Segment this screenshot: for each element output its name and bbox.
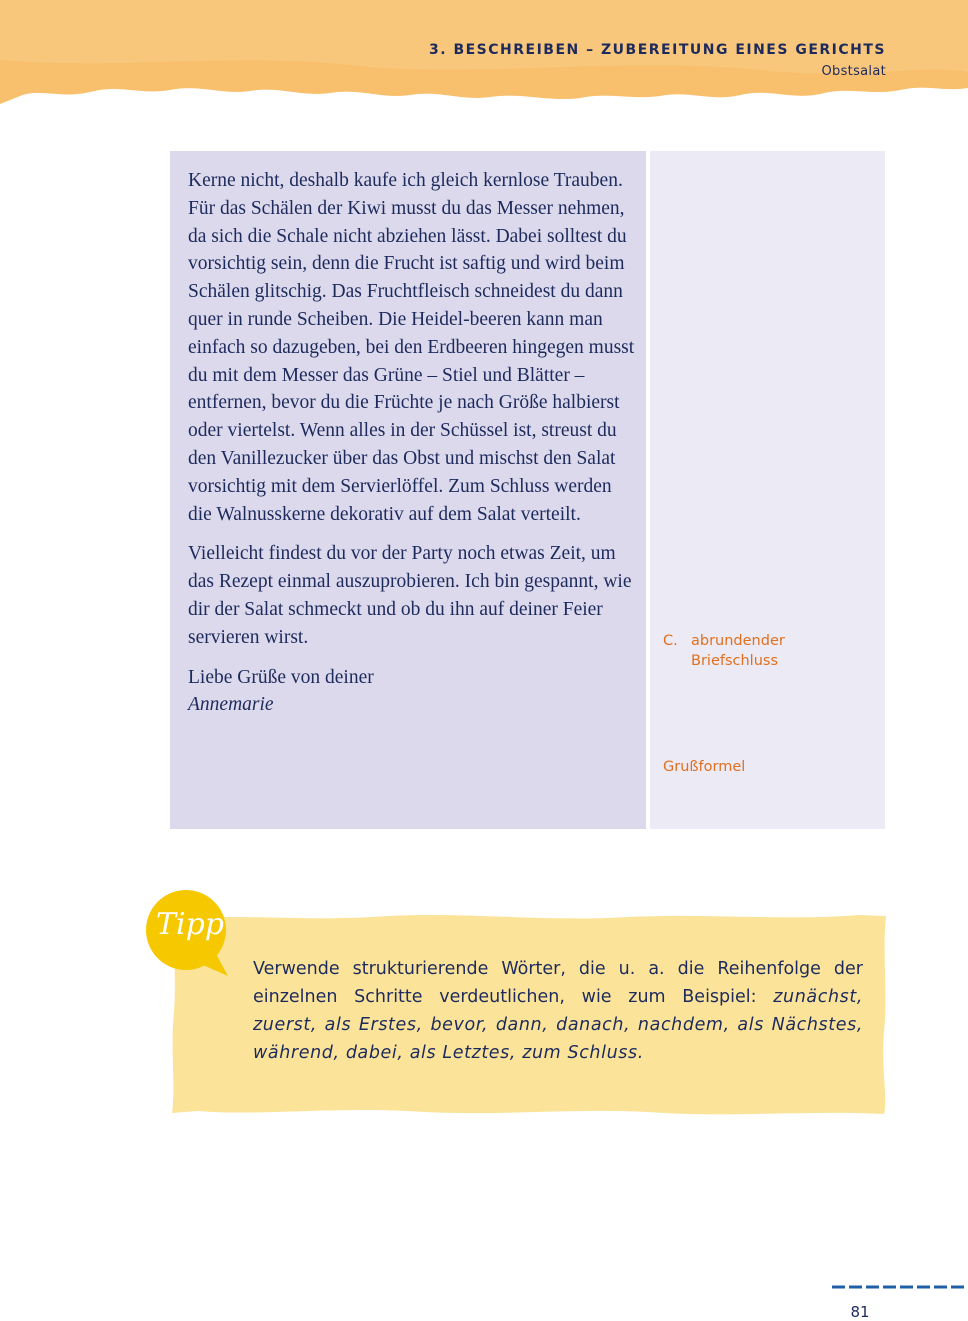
annotation-line: abrundender: [691, 633, 785, 649]
letter-closing: Liebe Grüße von deiner: [188, 666, 374, 688]
letter-body: [188, 167, 640, 719]
tipp-label: Tipp: [155, 907, 224, 942]
tipp-text: [253, 955, 863, 1067]
running-header: [429, 42, 886, 79]
letter-signature: Annemarie: [188, 694, 274, 716]
page-number: 81: [850, 1303, 870, 1321]
annotation-grussformel: Grußformel: [663, 759, 746, 775]
annotation-line: Briefschluss: [691, 653, 779, 669]
margin-annotation-panel: [650, 151, 885, 829]
annotation-letter: C.: [663, 633, 678, 649]
annotation-briefschluss: [663, 631, 785, 671]
letter-paragraph: Kerne nicht, deshalb kaufe ich gleich kernlose Trauben. Für das Schälen der Kiwi musst du das Messer nehmen, da sich die Schale nicht abziehen lässt. Dabei solltest du vorsichtig sein, denn die Frucht ist saftig und wird beim Schälen glitschig. Das Fruchtfleisch schneidest du dann quer in runde Scheiben. Die Heidel-beeren kann man einfach so dazugeben, bei den Erdbeeren hingegen musst du mit dem Messer das Grüne – Stiel und Blätter – entfernen, bevor du die Früchte je nach Größe halbierst oder viertelst. Wenn alles in der Schüssel ist, streust du den Vanillezucker über das Obst und mischst den Salat vorsichtig mit dem Servierlöffel. Zum Schluss werden die Walnusskerne dekorativ auf dem Salat verteilt.: [188, 170, 635, 525]
section-subtitle: Obstsalat: [821, 64, 886, 79]
tipp-examples: zunächst, zuerst, als Erstes, bevor, dann, danach, nachdem, als Nächstes, während, dabei, als Letztes, zum Schluss.: [253, 987, 863, 1063]
letter-paragraph: Vielleicht findest du vor der Party noch etwas Zeit, um das Rezept einmal auszuprobieren. Ich bin gespannt, wie dir der Salat schmeckt und ob du ihn auf deiner Feier servieren wirst.: [188, 543, 632, 648]
page-number-rule: [832, 1285, 968, 1289]
tipp-intro: Verwende strukturierende Wörter, die u. a. die Reihenfolge der einzelnen Schritte verdeutlichen, wie zum Beispiel:: [253, 959, 863, 1007]
chapter-title: 3. BESCHREIBEN – ZUBEREITUNG EINES GERICHTS: [429, 42, 886, 58]
